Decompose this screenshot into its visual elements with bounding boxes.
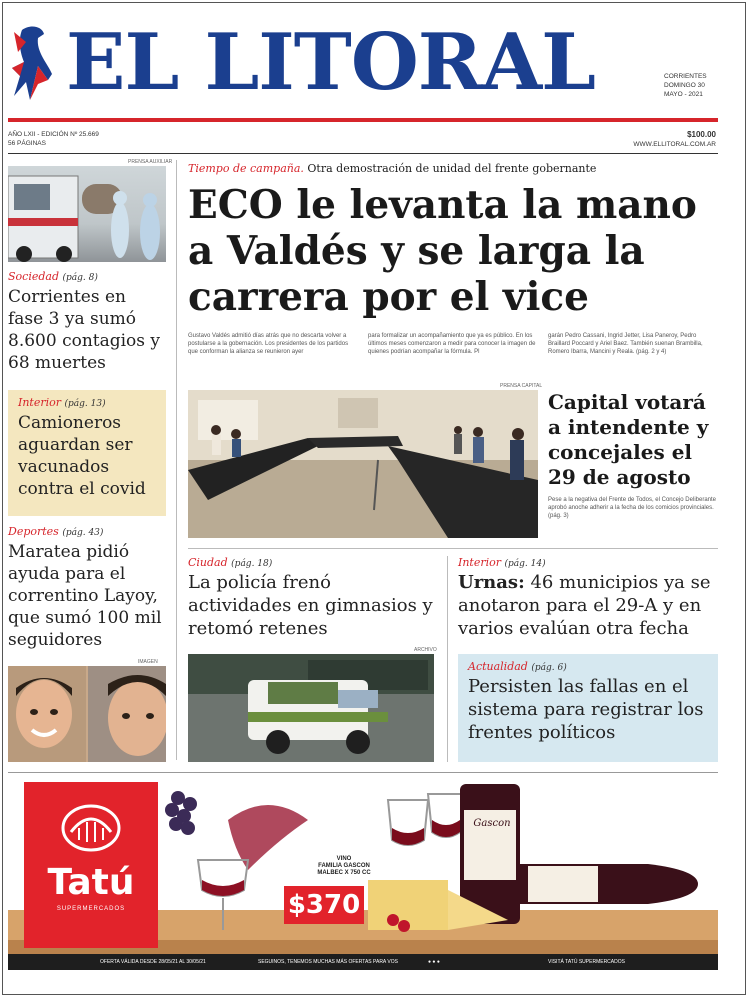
photo-credit: IMAGEN bbox=[138, 659, 158, 665]
masthead-red-bar bbox=[8, 118, 718, 122]
page-count: 56 PÁGINAS bbox=[8, 140, 46, 147]
story-capital[interactable] bbox=[548, 390, 718, 520]
ad-divider bbox=[8, 772, 718, 773]
masthead-city: CORRIENTES bbox=[664, 73, 707, 80]
tatu-advert[interactable] bbox=[8, 780, 718, 970]
main-body bbox=[188, 332, 718, 376]
product-description: VINO FAMILIA GASCON MALBEC X 750 CC bbox=[317, 856, 371, 876]
column-divider bbox=[176, 160, 177, 760]
headline: Persisten las fallas en el sistema para registrar los frentes políticos bbox=[468, 676, 704, 743]
social-icons[interactable]: ● ● ● bbox=[428, 959, 440, 965]
masthead-date-day: DOMINGO 30 bbox=[664, 82, 705, 89]
headline-bold: Urnas: bbox=[458, 572, 525, 593]
edition-info bbox=[8, 130, 99, 148]
section-label: Interior (pág. 14) bbox=[458, 556, 546, 569]
headline-rest: 46 municipios ya se anotaron para el 29-A y en varios evalúan otra fecha bbox=[458, 572, 711, 639]
headline: La policía frenó actividades en gimnasios y retomó retenes bbox=[188, 572, 433, 639]
header-divider bbox=[8, 153, 718, 154]
meeting-photo bbox=[188, 390, 538, 538]
story-urnas[interactable] bbox=[458, 556, 720, 640]
website[interactable]: WWW.ELLITORAL.COM.AR bbox=[633, 141, 716, 148]
bottle-label: Gascon bbox=[473, 818, 511, 829]
headline: Capital votará a intendente y concejales el 29 de agosto bbox=[548, 390, 709, 489]
brand-subtitle: SUPERMERCADOS bbox=[56, 906, 126, 912]
price-tag: $370 bbox=[284, 886, 364, 924]
section-label: Interior (pág. 13) bbox=[18, 396, 106, 409]
summary: Pese a la negativa del Frente de Todos, el Concejo Deliberante aprobó anoche adherir a la fecha de los comicios provinciales. (pág. 3) bbox=[548, 497, 716, 519]
price-info bbox=[633, 130, 716, 149]
masthead-date-month: MAYO - 2021 bbox=[664, 91, 703, 98]
headline bbox=[458, 571, 720, 640]
tatu-logo-panel bbox=[24, 782, 158, 948]
section-label: Sociedad (pág. 8) bbox=[8, 270, 98, 283]
story-actualidad-box[interactable] bbox=[458, 654, 718, 762]
section-label: Actualidad (pág. 6) bbox=[468, 660, 567, 673]
kicker-text: Otra demostración de unidad del frente gobernante bbox=[307, 162, 597, 175]
story-deportes[interactable] bbox=[8, 525, 166, 651]
main-kicker bbox=[188, 162, 596, 175]
price: $100.00 bbox=[687, 130, 716, 139]
offer-validity: OFERTA VÁLIDA DESDE 28/05/21 AL 30/05/21 bbox=[100, 959, 206, 965]
body-column: garán Pedro Cassani, Ingrid Jetter, Lisa Paneroy, Pedro Braillard Poccard y Ariel Baez. También suenan Brambilla, Romero Ibarra, Mancini y Reala. (pág. 2 y 4) bbox=[548, 333, 703, 355]
headline: Corrientes en fase 3 ya sumó 8.600 contagios y 68 muertes bbox=[8, 287, 161, 373]
brand-name: Tatú bbox=[47, 862, 135, 903]
portraits-photo bbox=[8, 666, 166, 762]
edition-number: AÑO LXII - EDICIÓN Nº 25.669 bbox=[8, 131, 99, 138]
story-interior-box[interactable] bbox=[8, 390, 166, 516]
body-column: para formalizar un acompañamiento que ya es público. En los últimos meses comenzaron a medir para conocer la imagen de quienes podrían acompañar la fórmula. Pl bbox=[368, 333, 536, 355]
story-sociedad[interactable] bbox=[8, 270, 166, 374]
headline: Camioneros aguardan ser vacunados contra el covid bbox=[18, 413, 146, 499]
section-label: Ciudad (pág. 18) bbox=[188, 556, 273, 569]
column-divider bbox=[447, 556, 448, 762]
story-ciudad[interactable] bbox=[188, 556, 440, 640]
masthead-title: EL LITORAL bbox=[66, 17, 595, 108]
ambulance-photo bbox=[8, 166, 166, 262]
footer-visit: VISITÁ TATÚ SUPERMERCADOS bbox=[548, 959, 625, 965]
photo-credit: PRENSA AUXILIAR bbox=[128, 159, 173, 165]
armadillo-logo-icon bbox=[59, 802, 123, 852]
photo-credit: PRENSA CAPITAL bbox=[500, 383, 543, 389]
main-headline[interactable]: ECO le levanta la mano a Valdés y se larga la carrera por el vice bbox=[188, 182, 697, 320]
kicker-tag: Tiempo de campaña. bbox=[188, 162, 304, 175]
headline: Maratea pidió ayuda para el correntino Layoy, que sumó 100 mil seguidores bbox=[8, 542, 162, 650]
section-divider bbox=[188, 548, 718, 549]
police-truck-photo bbox=[188, 654, 434, 762]
footer-message: SEGUINOS, TENEMOS MUCHAS MÁS OFERTAS PARA VOS bbox=[258, 959, 398, 965]
bird-logo-icon bbox=[8, 22, 58, 110]
section-label: Deportes (pág. 43) bbox=[8, 525, 104, 538]
ad-footer-bar bbox=[8, 954, 718, 970]
masthead-date bbox=[664, 72, 724, 99]
body-column: Gustavo Valdés admitió días atrás que no descarta volver a postularse a la gobernación. Los presidentes de los partidos que conforman la alianza se reunieron ayer bbox=[188, 333, 349, 355]
photo-credit: ARCHIVO bbox=[414, 647, 437, 653]
